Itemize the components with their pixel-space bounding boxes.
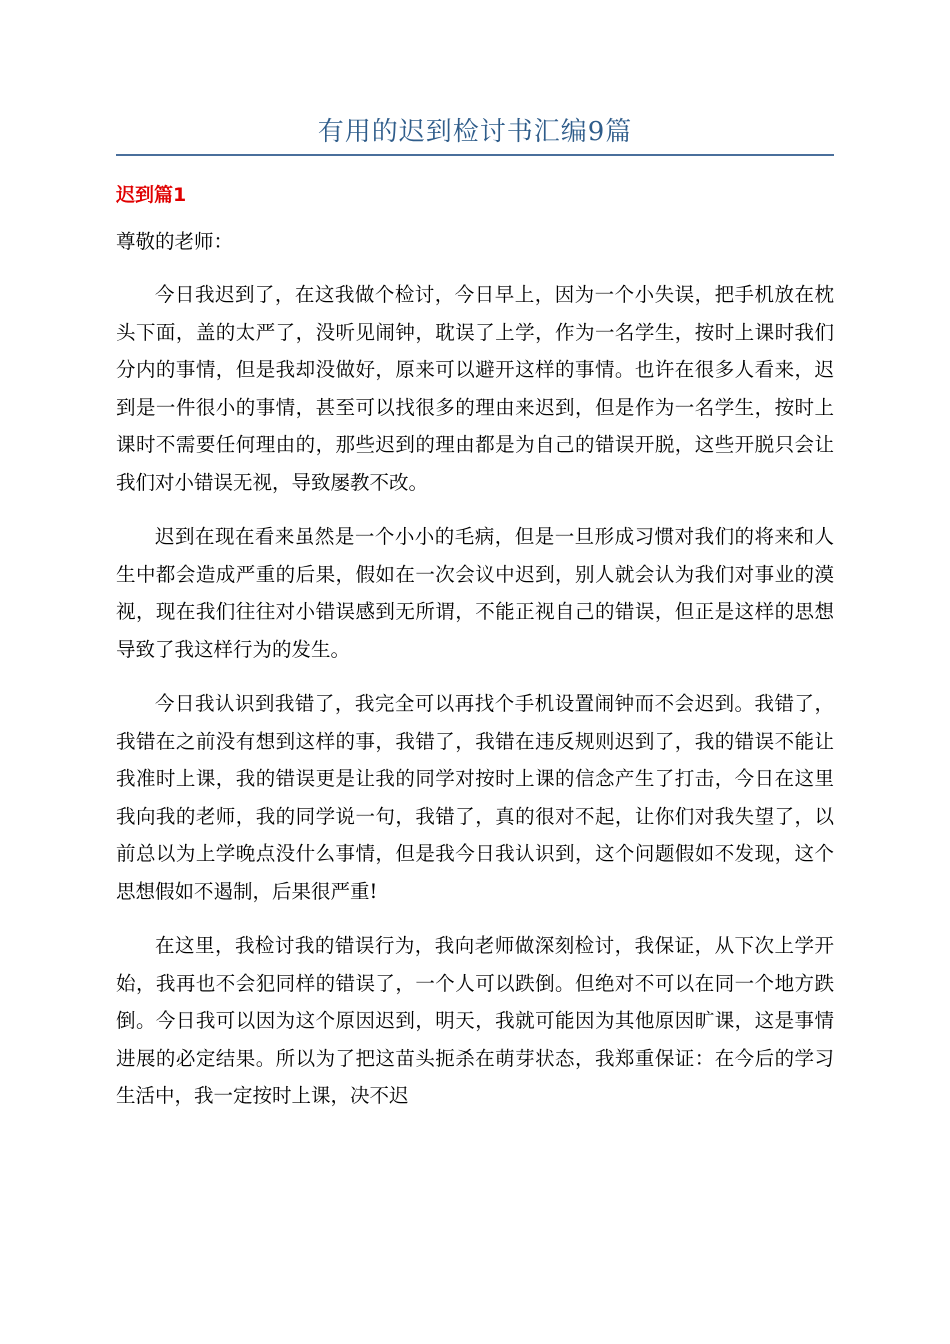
paragraph-1: 今日我迟到了，在这我做个检讨，今日早上，因为一个小失误，把手机放在枕头下面，盖的太严了，没听见闹钟，耽误了上学，作为一名学生，按时上课时我们分内的事情，但是我却没做好，原来可以避开这样的事情。也许在很多人看来，迟到是一件很小的事情，甚至可以找很多的理由来迟到，但是作为一名学生，按时上课时不需要任何理由的，那些迟到的理由都是为自己的错误开脱，这些开脱只会让我们对小错误无视，导致屡教不改。 [116,283,834,494]
document-title: 有用的迟到检讨书汇编9篇 [317,117,633,147]
paragraph-3: 今日我认识到我错了，我完全可以再找个手机设置闹钟而不会迟到。我错了，我错在之前没有想到这样的事，我错了，我错在违反规则迟到了，我的错误不能让我准时上课，我的错误更是让我的同学对按时上课的信念产生了打击，今日在这里我向我的老师，我的同学说一句，我错了，真的很对不起，让你们对我失望了，以前总以为上学晚点没什么事情，但是我今日我认识到，这个问题假如不发现，这个思想假如不遏制，后果很严重! [116,692,834,903]
salutation: 尊敬的老师： [116,230,234,253]
paragraph-2: 迟到在现在看来虽然是一个小小的毛病，但是一旦形成习惯对我们的将来和人生中都会造成严重的后果，假如在一次会议中迟到，别人就会认为我们对事业的漠视，现在我们往往对小错误感到无所谓，不能正视自己的错误，但正是这样的思想导致了我这样行为的发生。 [116,525,834,661]
letter-body [116,276,834,1132]
paragraph-4: 在这里，我检讨我的错误行为，我向老师做深刻检讨，我保证，从下次上学开始，我再也不会犯同样的错误了，一个人可以跌倒。但绝对不可以在同一个地方跌倒。今日我可以因为这个原因迟到，明天，我就可能因为其他原因旷课，这是事情进展的必定结果。所以为了把这苗头扼杀在萌芽状态，我郑重保证：在今后的学习生活中，我一定按时上课，决不迟 [116,934,834,1107]
title-divider [116,154,834,156]
section-heading: 迟到篇1 [116,184,187,206]
